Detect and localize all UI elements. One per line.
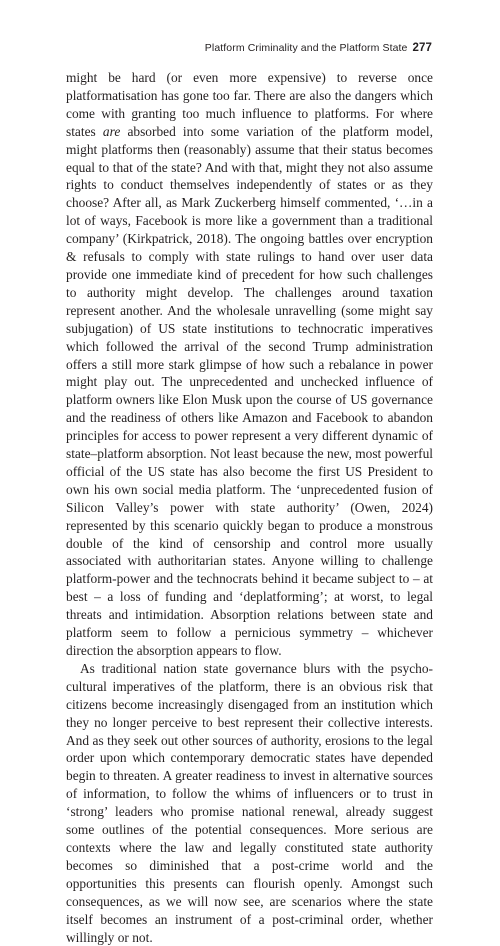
page-number: 277 (412, 42, 432, 54)
running-header (205, 42, 432, 54)
body-text (66, 69, 433, 946)
paragraph-1 (66, 69, 433, 660)
paragraph-1-text-b: absorbed into some variation of the platform model, might platforms then (reasonably) assume that their status becomes equal to that of the state? And with that, might they not also assume rights to conduct themselves independently of states or as they choose? After all, as Mark Zuckerberg himself commented, ‘…in a lot of ways, Facebook is more like a government than a traditional company’ (Kirkpatrick, 2018). The ongoing battles over encryption & refusals to comply with state rulings to hand over user data provide one immediate kind of precedent for how such challenges to authority might develop. The challenges around taxation represent another. And the wholesale unravelling (some might say subjugation) of US state institutions to technocratic imperatives which followed the arrival of the second Trump administration offers a still more stark glimpse of how such a rebalance in power might play out. The unprecedented and unchecked influence of platform owners like Elon Musk upon the course of US governance and the readiness of others like Amazon and Facebook to abandon principles for access to power represent a very different dynamic of state–platform absorption. Not least because the new, most powerful official of the US state has also become the first US President to own his own social media platform. The ‘unprecedented fusion of Silicon Valley’s power with state authority’ (Owen, 2024) represented by this scenario quickly began to produce a monstrous double of the kind of censorship and control more usually associated with authoritarian states. Anyone willing to challenge platform-power and the technocrats behind it became subject to – at best – a loss of funding and ‘deplatforming’; at worst, to legal threats and intimidation. Absorption relations between state and platform seem to follow a pernicious symmetry – whichever direction the absorption appears to flow. (66, 123, 434, 658)
emphasis-are: are (102, 123, 121, 139)
running-title: Platform Criminality and the Platform State (204, 42, 408, 54)
paragraph-2: As traditional nation state governance blurs with the psycho-cultural imperatives of the platform, there is an obvious risk that citizens become increasingly disengaged from an institution which they no longer perceive to best represent their collective interests. And as they seek out other sources of authority, erosions to the legal order upon which contemporary democratic states have depended begin to threaten. A greater readiness to invest in alternative sources of information, to follow the whims of influencers or to trust in ‘strong’ leaders who promise national renewal, already suggest some outlines of the potential consequences. More serious are contexts where the law and legally constituted state authority becomes so diminished that a post-crime world and the opportunities this presents can flourish openly. Amongst such consequences, as we will now see, are scenarios where the state itself becomes an instrument of a post-criminal order, whether willingly or not. (66, 660, 433, 945)
paragraph-1-text-a: might be hard (or even more expensive) to reverse once platformatisation has gone too far. There are also the dangers which come with granting too much influence to platforms. For where states (66, 70, 433, 139)
